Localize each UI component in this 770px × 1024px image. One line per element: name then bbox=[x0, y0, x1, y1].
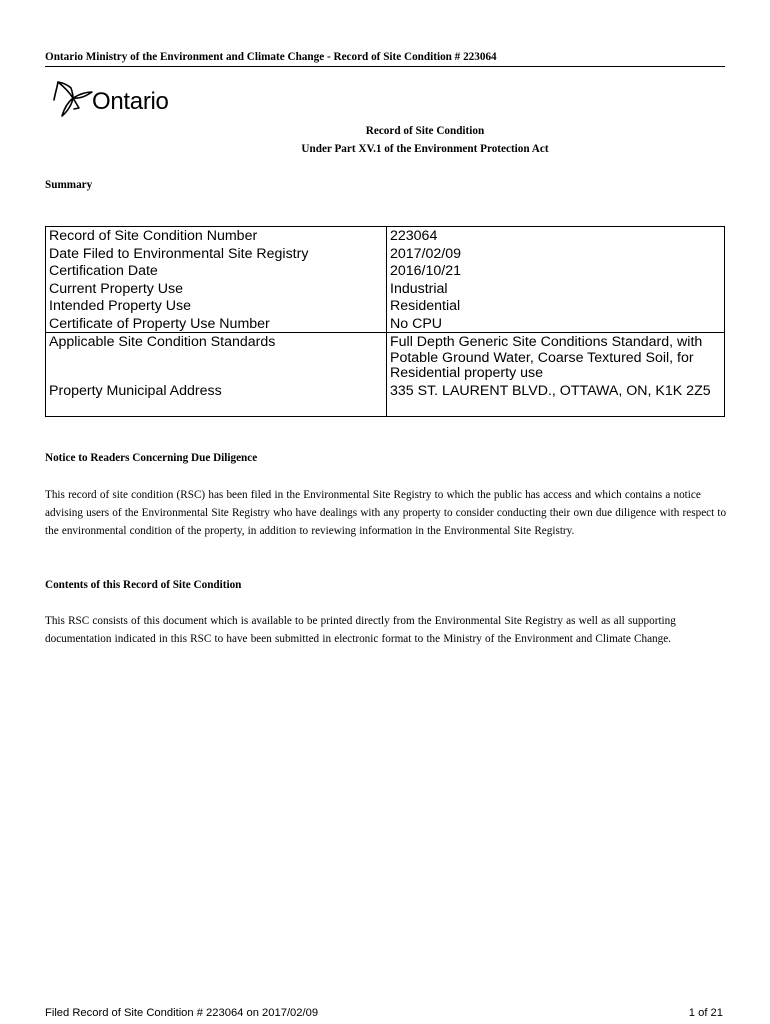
row-value: 223064 bbox=[387, 227, 725, 245]
row-value: 2017/02/09 bbox=[387, 245, 725, 263]
row-label: Certification Date bbox=[46, 262, 387, 280]
row-label: Current Property Use bbox=[46, 280, 387, 298]
notice-heading: Notice to Readers Concerning Due Diligence bbox=[45, 452, 258, 464]
table-row bbox=[46, 297, 725, 315]
row-value: No CPU bbox=[387, 315, 725, 333]
table-row bbox=[46, 333, 725, 382]
row-label: Date Filed to Environmental Site Registry bbox=[46, 245, 387, 263]
summary-heading: Summary bbox=[45, 179, 93, 191]
row-value: 335 ST. LAURENT BLVD., OTTAWA, ON, K1K 2Z5 bbox=[387, 382, 725, 417]
table-row bbox=[46, 227, 725, 245]
row-value: Full Depth Generic Site Conditions Standard, with Potable Ground Water, Coarse Textured Soil, for Residential property use bbox=[387, 333, 725, 382]
page-header: Ontario Ministry of the Environment and Climate Change - Record of Site Condition # 223064 bbox=[45, 49, 725, 67]
table-row bbox=[46, 262, 725, 280]
row-label: Intended Property Use bbox=[46, 297, 387, 315]
row-label: Applicable Site Condition Standards bbox=[46, 333, 387, 382]
table-row bbox=[46, 280, 725, 298]
document-title: Record of Site Condition bbox=[365, 125, 485, 137]
row-label: Property Municipal Address bbox=[46, 382, 387, 417]
table-row bbox=[46, 315, 725, 333]
summary-table bbox=[45, 226, 725, 417]
table-row bbox=[46, 245, 725, 263]
row-label: Record of Site Condition Number bbox=[46, 227, 387, 245]
page-number: 1 of 21 bbox=[688, 1007, 723, 1019]
notice-text: This record of site condition (RSC) has been filed in the Environmental Site Registry to which the public has access and which contains a notice advising users of the Environmental Site Registry who have dealings with any property to consider conducting their own due diligence with respect to the environmental condition of the property, in addition to reviewing information in the Environmental Site Registry. bbox=[45, 489, 727, 538]
logo-text: Ontario bbox=[92, 88, 169, 115]
row-label: Certificate of Property Use Number bbox=[46, 315, 387, 333]
row-value: 2016/10/21 bbox=[387, 262, 725, 280]
footer-filed-text: Filed Record of Site Condition # 223064 on 2017/02/09 bbox=[45, 1007, 319, 1019]
contents-text: This RSC consists of this document which is available to be printed directly from the Environmental Site Registry as well as all supporting documentation indicated in this RSC to have been submitted in electronic format to the Ministry of the Environment and Climate Change. bbox=[45, 615, 676, 646]
contents-heading: Contents of this Record of Site Condition bbox=[45, 579, 242, 591]
table-row bbox=[46, 382, 725, 417]
trillium-icon bbox=[52, 78, 94, 120]
document-subtitle: Under Part XV.1 of the Environment Protection Act bbox=[301, 143, 549, 155]
row-value: Industrial bbox=[387, 280, 725, 298]
ontario-logo bbox=[52, 78, 212, 120]
row-value: Residential bbox=[387, 297, 725, 315]
